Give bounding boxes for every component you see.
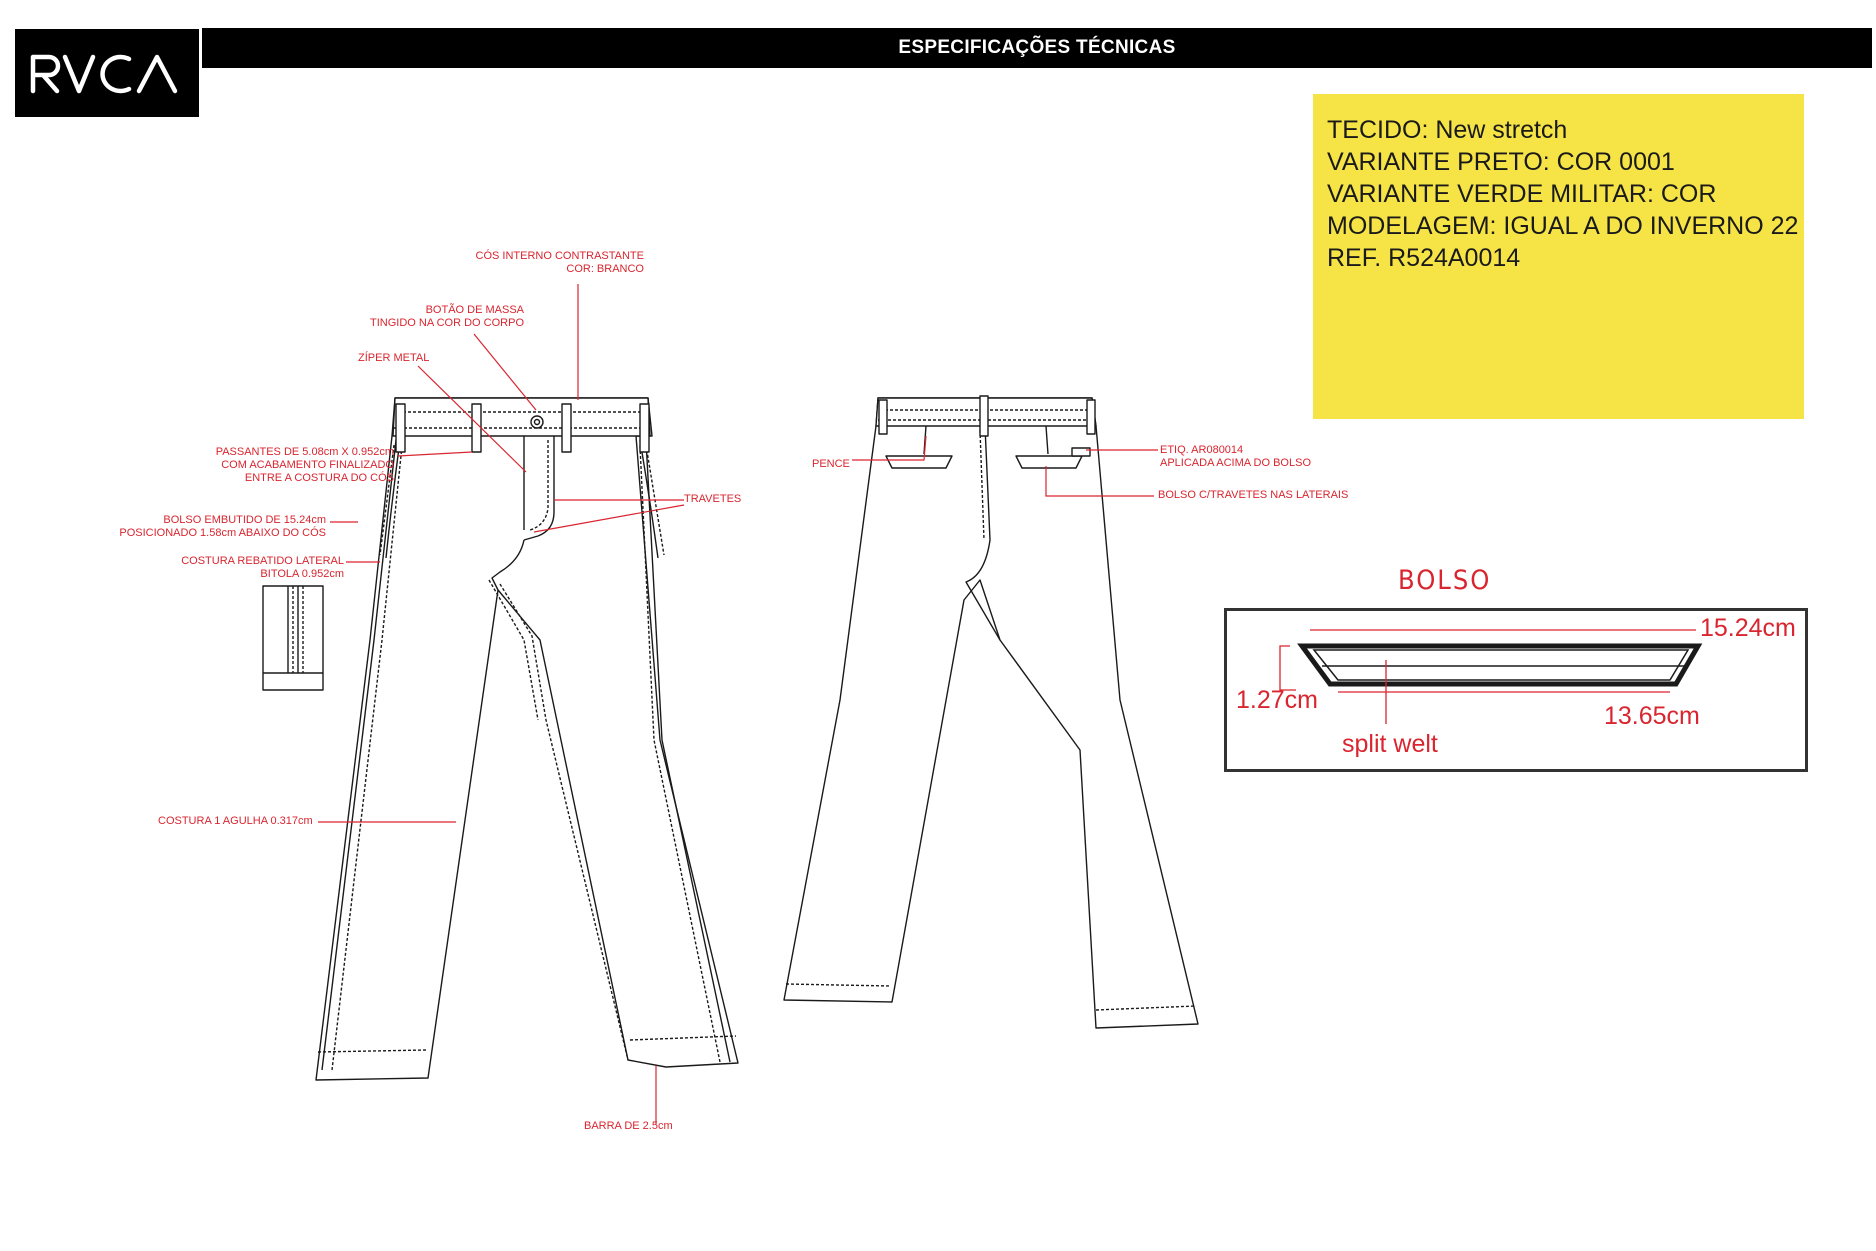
- bolso-width-inner: 13.65cm: [1604, 702, 1700, 730]
- callout-botao-line2: TINGIDO NA COR DO CORPO: [369, 317, 524, 329]
- callout-bolso-embutido-line1: BOLSO EMBUTIDO DE 15.24cm: [163, 514, 326, 526]
- bolso-title: BOLSO: [1398, 565, 1492, 596]
- callout-bolso-embutido-line2: POSICIONADO 1.58cm ABAIXO DO CÓS: [119, 527, 326, 539]
- bolso-height: 1.27cm: [1236, 686, 1318, 714]
- callout-costura-agulha: COSTURA 1 AGULHA 0.317cm: [158, 815, 313, 827]
- page-title: ESPECIFICAÇÕES TÉCNICAS: [202, 28, 1872, 68]
- callout-cos-interno: [440, 250, 644, 276]
- callout-costura-rebatido-line1: COSTURA REBATIDO LATERAL: [181, 555, 344, 567]
- callout-barra: BARRA DE 2.5cm: [584, 1120, 673, 1132]
- callout-passantes: [160, 446, 394, 485]
- callout-passantes-line1: PASSANTES DE 5.08cm X 0.952cm: [215, 446, 394, 458]
- callout-costura-rebatido: [150, 555, 344, 581]
- callout-cos-interno-line2: COR: BRANCO: [566, 263, 644, 275]
- spec-line-black-variant: VARIANTE PRETO: COR 0001: [1327, 148, 1675, 176]
- callout-etiq: [1160, 444, 1311, 470]
- spec-line-green-variant: VARIANTE VERDE MILITAR: COR: [1327, 180, 1717, 208]
- callout-bolso-embutido: [100, 514, 326, 540]
- callout-bolso-travetes: BOLSO C/TRAVETES NAS LATERAIS: [1158, 489, 1349, 501]
- callout-passantes-line2: COM ACABAMENTO FINALIZADO: [221, 459, 394, 471]
- bolso-width-top: 15.24cm: [1700, 614, 1796, 642]
- callout-costura-rebatido-line2: BITOLA 0.952cm: [260, 568, 344, 580]
- callout-passantes-line3: ENTRE A COSTURA DO CÓS: [244, 472, 394, 484]
- spec-line-fabric: TECIDO: New stretch: [1327, 116, 1568, 144]
- bolso-welt-type: split welt: [1342, 730, 1438, 758]
- spec-line-reference: REF. R524A0014: [1327, 244, 1521, 272]
- callout-etiq-line1: ETIQ. AR080014: [1160, 444, 1244, 456]
- side-seam-swatch: [263, 586, 323, 690]
- callout-ziper: ZÍPER METAL: [358, 352, 430, 364]
- callout-botao: [330, 304, 524, 330]
- spec-line-modeling: MODELAGEM: IGUAL A DO INVERNO 22: [1327, 212, 1799, 240]
- callout-botao-line1: BOTÃO DE MASSA: [425, 304, 524, 316]
- back-pants-drawing: [784, 396, 1198, 1028]
- callout-etiq-line2: APLICADA ACIMA DO BOLSO: [1160, 457, 1311, 469]
- callout-travetes: TRAVETES: [684, 493, 742, 505]
- callout-pence: PENCE: [812, 458, 850, 470]
- callout-cos-interno-line1: CÓS INTERNO CONTRASTANTE: [475, 250, 644, 262]
